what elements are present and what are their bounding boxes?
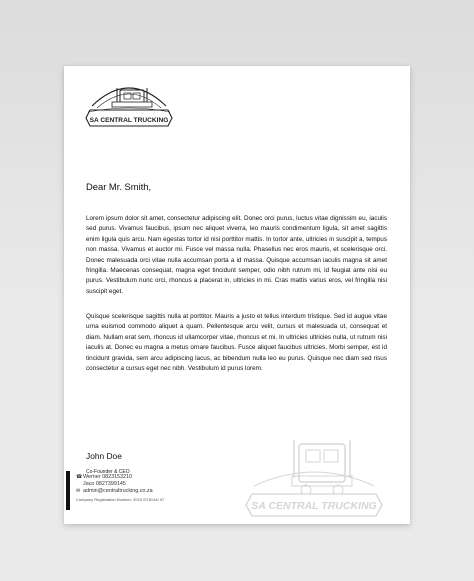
- signature-name: John Doe: [86, 451, 122, 461]
- body-paragraph: Quisque scelerisque sagittis nulla at porttitor. Mauris a justo et tellus interdum tristique. Sed id augue vitae urna euismod commodo aliquet a quam. Pellentesque arcu velit, cursus et malesuada ut, consequat et diam. Nullam erat sem, rhoncus id ullamcorper vitae, rhoncus et mi. In ultricies ultricies nulla, ut rutrum nisi iaculis at. Donec eu magna a metus ornare faucibus. Fusce aliquet faucibus ultricies. Morbi semper, est id tincidunt gravida, sem arcu adipiscing lacus, ac bibendum nulla leo eu purus. Quisque nec diam sed risus consectetur a cursus eget nec nibh. Vestibulum id purus lorem.: [86, 313, 387, 373]
- phone-icon: ☎: [76, 474, 83, 480]
- contact-phone-jaco: Jaco 0827399145: [83, 481, 126, 488]
- contact-email: admin@centraltrucking.co.za: [83, 488, 153, 495]
- watermark-logo: [244, 438, 384, 528]
- truck-logo-graphic: [84, 76, 174, 136]
- logo-text: SA CENTRAL TRUCKING: [89, 117, 169, 124]
- contact-row: [76, 481, 164, 488]
- signature-title: Co-Founder & CEO: [86, 469, 130, 475]
- truck-watermark-graphic: [244, 438, 384, 528]
- contact-row: [76, 474, 164, 481]
- email-icon: ✉: [76, 488, 81, 495]
- company-logo: [84, 76, 174, 136]
- contact-block: [76, 474, 164, 503]
- salutation: Dear Mr. Smith,: [86, 181, 152, 192]
- company-registration: Company Registration Number: 2015 /076144/ 07: [76, 496, 165, 502]
- contact-row: [76, 488, 164, 495]
- footer-accent-bar: [66, 471, 70, 510]
- letterhead-page: [64, 66, 410, 524]
- body-paragraph: Lorem ipsum dolor sit amet, consectetur adipiscing elit. Donec orci purus, luctus vitae dignissim eu, iaculis sed purus. Vivamus faucibus, ipsum nec aliquet viverra, leo mauris condimentum ligula, sit amet sagittis enim ligula quis arcu. Nam egestas tortor id nisi porttitor mattis. In tortor ante, ultricies in suscipit a, tempus non massa. Vivamus et auctor mi. Fusce vel massa nulla. Phasellus nec eros mauris, et scelerisque orci. Donec malesuada orci vitae nulla accumsan porta a id massa. Quisque accumsan iaculis magna sit amet fringilla. Maecenas consequat, magna eget tincidunt semper, odio nibh rutrum mi, id feugiat ante nisi eu purus. Vestibulum nunc orci, rhoncus a placerat in, ultricies in mi. Cras mattis varius eros, vel fringilla nisi suscipit eget.: [86, 215, 387, 295]
- contact-phone-werner: Werner 0823153210: [83, 474, 133, 480]
- watermark-text: SA CENTRAL TRUCKING: [251, 500, 377, 512]
